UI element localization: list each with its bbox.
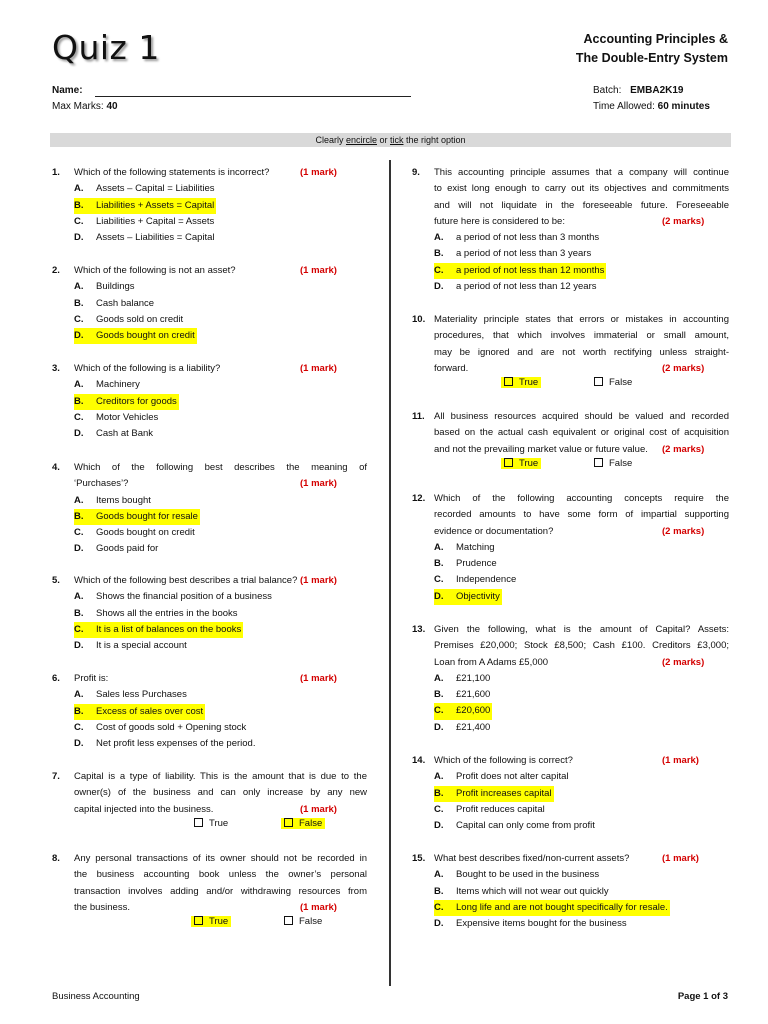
option-letter: D. (434, 281, 444, 293)
option-text: £21,400 (456, 721, 491, 733)
answer-option[interactable] (434, 802, 729, 818)
option-text: Excess of sales over cost (96, 705, 204, 717)
option-letter: D. (74, 543, 84, 555)
answer-option[interactable] (434, 572, 729, 588)
true-option-selected[interactable] (191, 916, 231, 927)
question-body (434, 312, 729, 377)
option-letter: A. (74, 591, 84, 603)
max-marks-value: 40 (106, 101, 118, 112)
question-body (434, 851, 729, 932)
question-body (74, 573, 367, 654)
answer-option[interactable] (74, 493, 367, 509)
quiz-title: Quiz 1 (52, 28, 160, 67)
option-letter: A. (434, 672, 444, 684)
option-text: Goods paid for (96, 543, 159, 555)
false-option[interactable] (284, 916, 322, 927)
option-text: Goods bought on credit (96, 330, 195, 342)
batch-label: Batch: (593, 85, 622, 96)
question-body (74, 361, 367, 442)
answer-option[interactable] (434, 916, 729, 932)
option-letter: C. (74, 721, 84, 733)
option-letter: A. (434, 869, 444, 881)
true-label: True (519, 458, 539, 469)
time-value: 60 minutes (657, 101, 710, 112)
question-stem-line: the business accounting book unless the owner’s personal (74, 869, 367, 881)
question-number: 5. (52, 575, 60, 586)
answer-option-selected[interactable] (74, 394, 179, 410)
question-body (434, 491, 729, 605)
question-marks: (1 mark) (300, 478, 337, 490)
option-text: Shows all the entries in the books (96, 607, 238, 619)
question-body (434, 409, 729, 458)
question-body (74, 851, 367, 916)
question-stem-line: the business. (74, 901, 130, 913)
option-letter: B. (434, 248, 444, 260)
question-stem-line: Given the following, what is the amount of Capital? Assets: (434, 624, 729, 635)
question-stem-line: owner(s) of the business and can only increase by any new (74, 787, 367, 799)
option-text: Sales less Purchases (96, 689, 187, 701)
option-text: Independence (456, 574, 517, 586)
checkbox-true[interactable] (504, 458, 513, 467)
option-letter: D. (434, 590, 444, 602)
option-text: Motor Vehicles (96, 411, 159, 423)
answer-option[interactable] (74, 541, 367, 557)
option-letter: D. (434, 918, 444, 930)
answer-option-selected[interactable] (434, 589, 502, 605)
answer-option[interactable] (434, 720, 729, 736)
question-stem-line: All business resources acquired should be valued and recorded (434, 411, 729, 422)
option-letter: B. (74, 607, 84, 619)
question-stem-line: forward. (434, 362, 469, 374)
question-number: 12. (412, 493, 426, 504)
option-text: Matching (456, 541, 495, 553)
checkbox-false[interactable] (284, 916, 293, 925)
question-stem-line: Any personal transactions of its owner should not be recorded in (74, 853, 367, 864)
question-body (74, 671, 367, 752)
answer-option-selected[interactable] (74, 198, 216, 214)
batch-value: EMBA2K19 (630, 85, 684, 96)
option-text: It is a list of balances on the books (96, 623, 242, 635)
question-stem-line: capital injected into the business. (74, 803, 214, 815)
question-stem-line: recorded amounts to have some form of impartial supporting (434, 509, 729, 521)
question-number: 2. (52, 265, 60, 276)
option-letter: D. (74, 640, 84, 652)
option-letter: A. (74, 281, 84, 293)
false-label: False (299, 818, 323, 829)
option-letter: D. (74, 428, 84, 440)
max-marks-label: Max Marks: (52, 101, 104, 112)
option-letter: C. (74, 527, 84, 539)
question-number: 11. (412, 411, 425, 422)
answer-option[interactable] (74, 230, 367, 246)
instr-text-3: the right option (403, 135, 466, 145)
question-stem-line: and will not liquidate in the foreseeable future. Foreseeable (434, 199, 729, 211)
false-option-selected[interactable] (281, 818, 325, 829)
option-letter: C. (434, 264, 444, 276)
question-stem-line: transaction involves adding and/or withdrawing resources from (74, 885, 367, 897)
option-letter: D. (434, 820, 444, 832)
question-stem-line: What best describes fixed/non-current assets? (434, 853, 630, 864)
checkbox-true[interactable] (194, 818, 203, 827)
option-text: a period of not less than 3 months (456, 232, 600, 244)
question-body (74, 460, 367, 558)
question-marks: (2 marks) (662, 656, 705, 668)
answer-option[interactable] (74, 720, 367, 736)
option-letter: B. (434, 689, 444, 701)
question-marks: (1 mark) (300, 363, 337, 374)
true-option-selected[interactable] (501, 458, 541, 469)
question-marks: (2 marks) (662, 525, 705, 537)
false-label: False (299, 916, 323, 927)
question-number: 3. (52, 363, 60, 374)
true-option[interactable] (194, 818, 228, 829)
question-body (434, 753, 729, 834)
option-letter: B. (74, 705, 84, 717)
option-letter: B. (74, 199, 84, 211)
option-letter: A. (74, 379, 84, 391)
quiz-subject (576, 30, 728, 68)
option-letter: C. (434, 803, 444, 815)
answer-option[interactable] (434, 279, 729, 295)
option-letter: D. (74, 330, 84, 342)
option-text: Cost of goods sold + Opening stock (96, 721, 247, 733)
checkbox-false[interactable] (284, 818, 293, 827)
question-number: 10. (412, 314, 426, 325)
instr-tick: tick (390, 135, 404, 145)
option-letter: B. (74, 297, 84, 309)
subject-line-2: The Double-Entry System (575, 51, 728, 65)
option-letter: C. (74, 411, 84, 423)
option-letter: A. (74, 183, 84, 195)
answer-option-selected[interactable] (74, 328, 197, 344)
option-text: Liabilities + Assets = Capital (96, 199, 215, 211)
option-text: Cash balance (96, 297, 155, 309)
option-letter: B. (434, 558, 444, 570)
instr-encircle: encircle (345, 135, 377, 145)
option-text: Goods bought for resale (96, 510, 198, 522)
question-number: 7. (52, 771, 60, 782)
question-number: 6. (52, 673, 60, 684)
question-marks: (1 mark) (662, 853, 699, 864)
checkbox-true[interactable] (194, 916, 203, 925)
option-letter: D. (74, 232, 84, 244)
answer-option[interactable] (74, 296, 367, 312)
question-number: 4. (52, 462, 60, 473)
name-label: Name: (52, 85, 83, 96)
option-text: Goods bought on credit (96, 527, 195, 539)
false-label: False (609, 458, 633, 469)
checkbox-false[interactable] (594, 458, 603, 467)
answer-option[interactable] (434, 884, 729, 900)
answer-option[interactable] (74, 312, 367, 328)
question-marks: (1 mark) (300, 167, 337, 178)
question-marks: (1 mark) (300, 575, 337, 586)
option-text: Profit increases capital (456, 787, 552, 799)
question-stem-line: to exist long enough to carry out its objectives and commitments (434, 183, 729, 195)
answer-option[interactable] (74, 214, 367, 230)
question-marks: (1 mark) (300, 901, 337, 913)
answer-option[interactable] (74, 589, 367, 605)
option-text: £21,600 (456, 689, 491, 701)
question-stem-line: Which of the following is correct? (434, 755, 573, 766)
question-stem-line: Premises £20,000; Stock £8,500; Cash £100. Creditors £3,000; (434, 640, 729, 652)
question-stem-line: Materiality principle states that errors or mistakes in accounting (434, 314, 729, 325)
question-body (74, 769, 367, 818)
question-stem-line: ‘Purchases’? (74, 478, 129, 490)
answer-option[interactable] (434, 687, 729, 703)
option-letter: B. (434, 885, 444, 897)
question-marks: (1 mark) (300, 265, 337, 276)
answer-option[interactable] (74, 279, 367, 295)
question-stem-line: Loan from A Adams £5,000 (434, 656, 549, 668)
option-text: Profit does not alter capital (456, 771, 569, 783)
option-text: Long life and are not bought specifically for resale. (456, 901, 668, 913)
answer-option[interactable] (74, 638, 367, 654)
option-text: It is a special account (96, 640, 187, 652)
footer-course: Business Accounting (52, 991, 140, 1002)
option-letter: C. (74, 313, 84, 325)
question-body (74, 263, 367, 344)
question-stem-line: Which of the following is not an asset? (74, 265, 236, 276)
answer-option-selected[interactable] (434, 263, 606, 279)
question-stem-line: Capital is a type of liability. This is the amount that is due to the (74, 771, 367, 782)
footer-page: Page 1 of 3 (677, 991, 728, 1002)
answer-option[interactable] (74, 377, 367, 393)
option-text: Shows the financial position of a business (96, 591, 272, 603)
question-marks: (2 marks) (662, 443, 705, 455)
option-text: £20,600 (456, 705, 491, 717)
option-text: £21,100 (456, 672, 491, 684)
question-marks: (1 mark) (662, 755, 699, 766)
option-text: a period of not less than 3 years (456, 248, 592, 260)
question-marks: (2 marks) (662, 362, 705, 374)
option-text: Objectivity (456, 590, 500, 602)
false-label: False (609, 377, 633, 388)
answer-option[interactable] (434, 556, 729, 572)
option-letter: B. (74, 510, 84, 522)
question-stem-line: may be ignored and are not worth rectifying unless straight- (434, 346, 729, 358)
option-text: Capital can only come from profit (456, 820, 595, 832)
question-marks: (2 marks) (662, 215, 705, 227)
option-letter: A. (434, 541, 444, 553)
name-field-line[interactable] (95, 96, 411, 97)
answer-option-selected[interactable] (74, 704, 205, 720)
option-letter: C. (74, 215, 84, 227)
time-label: Time Allowed: (593, 101, 655, 112)
question-body (434, 622, 729, 736)
question-number: 1. (52, 167, 60, 178)
option-letter: D. (434, 721, 444, 733)
time-allowed (593, 101, 710, 112)
answer-option[interactable] (74, 410, 367, 426)
option-text: Net profit less expenses of the period. (96, 738, 256, 750)
option-text: Items which will not wear out quickly (456, 885, 609, 897)
instructions-bar (50, 133, 731, 147)
option-text: Assets – Liabilities = Capital (96, 232, 215, 244)
option-letter: A. (74, 689, 84, 701)
option-text: Liabilities + Capital = Assets (96, 215, 215, 227)
question-stem-line: and not the prevailing market value or future value. (434, 443, 648, 455)
true-label: True (519, 377, 539, 388)
option-text: Buildings (96, 281, 135, 293)
option-text: Machinery (96, 379, 140, 391)
option-text: Cash at Bank (96, 428, 154, 440)
question-stem-line: procedures, that which involves immaterial or small amount, (434, 330, 729, 342)
option-letter: C. (434, 574, 444, 586)
instr-text-2: or (376, 135, 390, 145)
option-text: a period of not less than 12 months (456, 264, 605, 276)
option-text: Profit reduces capital (456, 803, 545, 815)
option-letter: A. (74, 494, 84, 506)
column-divider (389, 160, 391, 986)
option-letter: C. (434, 705, 444, 717)
true-label: True (209, 916, 229, 927)
false-option[interactable] (594, 377, 632, 388)
option-letter: B. (434, 787, 444, 799)
answer-option[interactable] (434, 671, 729, 687)
answer-option-selected[interactable] (74, 622, 243, 638)
question-number: 9. (412, 167, 420, 178)
answer-option[interactable] (434, 540, 729, 556)
true-option-selected[interactable] (501, 377, 541, 388)
question-stem-line: evidence or documentation? (434, 525, 554, 537)
checkbox-false[interactable] (594, 377, 603, 386)
option-text: Items bought (96, 494, 151, 506)
option-letter: C. (434, 901, 444, 913)
question-stem-line: Which of the following accounting concepts require the (434, 493, 729, 504)
option-text: a period of not less than 12 years (456, 281, 597, 293)
question-stem-line: future here is considered to be: (434, 215, 565, 227)
question-marks: (1 mark) (300, 803, 337, 815)
answer-option[interactable] (434, 818, 729, 834)
answer-option[interactable] (74, 426, 367, 442)
question-number: 8. (52, 853, 60, 864)
answer-option[interactable] (74, 181, 367, 197)
question-stem-line: Which of the following statements is incorrect? (74, 167, 270, 178)
option-letter: C. (74, 623, 84, 635)
answer-option[interactable] (434, 867, 729, 883)
option-text: Creditors for goods (96, 395, 177, 407)
batch (593, 85, 684, 96)
max-marks (52, 101, 118, 112)
option-text: Expensive items bought for the business (456, 918, 627, 930)
answer-option[interactable] (74, 687, 367, 703)
option-letter: B. (74, 395, 84, 407)
question-number: 13. (412, 624, 426, 635)
option-text: Goods sold on credit (96, 313, 184, 325)
question-body (434, 165, 729, 295)
answer-option[interactable] (434, 230, 729, 246)
option-letter: A. (434, 232, 444, 244)
option-text: Prudence (456, 558, 497, 570)
question-number: 14. (412, 755, 426, 766)
answer-option-selected[interactable] (434, 786, 554, 802)
answer-option[interactable] (74, 606, 367, 622)
option-letter: D. (74, 738, 84, 750)
answer-option-selected[interactable] (434, 703, 492, 719)
answer-option-selected[interactable] (434, 900, 670, 916)
checkbox-true[interactable] (504, 377, 513, 386)
question-stem-line: Which of the following best describes a trial balance? (74, 575, 298, 586)
question-stem-line: Which of the following best describes the meaning of (74, 462, 367, 473)
answer-option[interactable] (74, 736, 367, 752)
answer-option[interactable] (434, 769, 729, 785)
question-stem-line: Which of the following is a liability? (74, 363, 221, 374)
question-stem-line: Profit is: (74, 673, 109, 684)
false-option[interactable] (594, 458, 632, 469)
true-label: True (209, 818, 229, 829)
answer-option[interactable] (74, 525, 367, 541)
answer-option-selected[interactable] (74, 509, 200, 525)
instr-text-1: Clearly (315, 135, 346, 145)
subject-line-1: Accounting Principles & (583, 32, 728, 46)
question-number: 15. (412, 853, 426, 864)
option-text: Assets – Capital = Liabilities (96, 183, 215, 195)
question-stem-line: based on the actual cash equivalent or original cost of acquisition (434, 427, 729, 439)
question-body (74, 165, 367, 246)
option-text: Bought to be used in the business (456, 869, 600, 881)
question-stem-line: This accounting principle assumes that a company will continue (434, 167, 729, 178)
question-marks: (1 mark) (300, 673, 337, 684)
option-letter: A. (434, 771, 444, 783)
answer-option[interactable] (434, 246, 729, 262)
